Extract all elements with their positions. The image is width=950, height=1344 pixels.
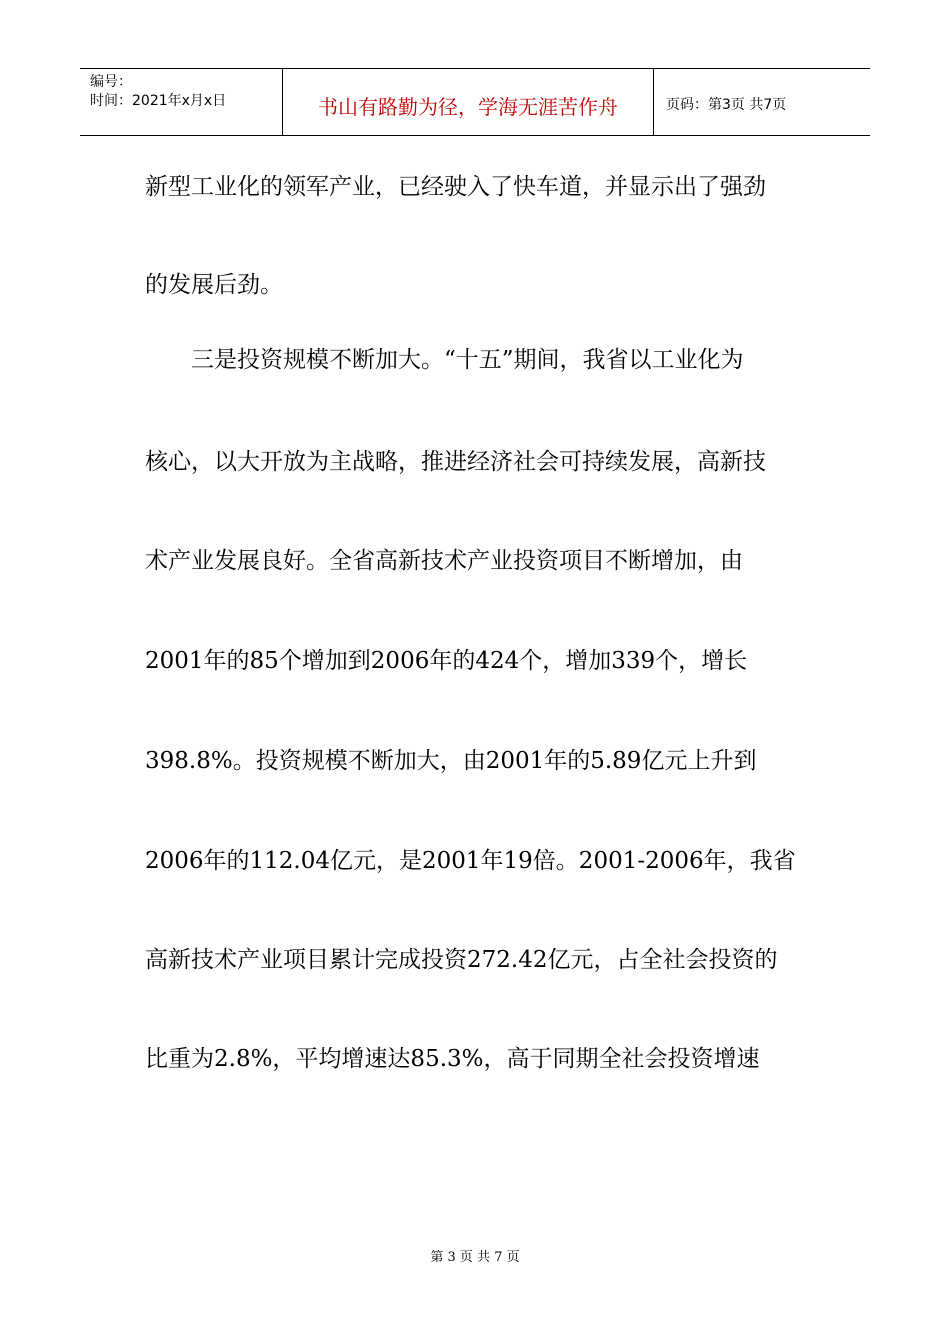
- page-header: [80, 68, 870, 136]
- header-page-code: 页码：第3页 共7页: [666, 97, 787, 113]
- document-number-label: 编号：: [90, 74, 132, 90]
- header-motto-cell: [282, 69, 654, 135]
- page-footer: [0, 1246, 950, 1265]
- paragraph-line: 2006年的112.04亿元，是2001年19倍。2001-2006年，我省: [145, 848, 796, 874]
- paragraph-line: 2001年的85个增加到2006年的424个，增加339个，增长: [145, 648, 748, 674]
- paragraph-line: 新型工业化的领军产业，已经驶入了快车道，并显示出了强劲: [145, 174, 766, 200]
- paragraph-line: 核心，以大开放为主战略，推进经济社会可持续发展，高新技: [145, 449, 766, 475]
- document-date: 时间：2021年x月x日: [90, 93, 227, 109]
- header-motto: 书山有路勤为径，学海无涯苦作舟: [318, 95, 618, 119]
- paragraph-line: 的发展后劲。: [145, 272, 283, 298]
- footer-page-number: 第 3 页 共 7 页: [430, 1250, 520, 1265]
- header-page-cell: [654, 69, 870, 135]
- paragraph-line: 三是投资规模不断加大。“十五”期间，我省以工业化为: [145, 347, 744, 373]
- paragraph-line: 398.8%。投资规模不断加大，由2001年的5.89亿元上升到: [145, 748, 757, 774]
- paragraph-line: 比重为2.8%，平均增速达85.3%，高于同期全社会投资增速: [145, 1046, 760, 1072]
- header-meta-cell: [80, 69, 282, 135]
- paragraph-line: 高新技术产业项目累计完成投资272.42亿元，占全社会投资的: [145, 947, 778, 973]
- paragraph-line: 术产业发展良好。全省高新技术产业投资项目不断增加，由: [145, 548, 743, 574]
